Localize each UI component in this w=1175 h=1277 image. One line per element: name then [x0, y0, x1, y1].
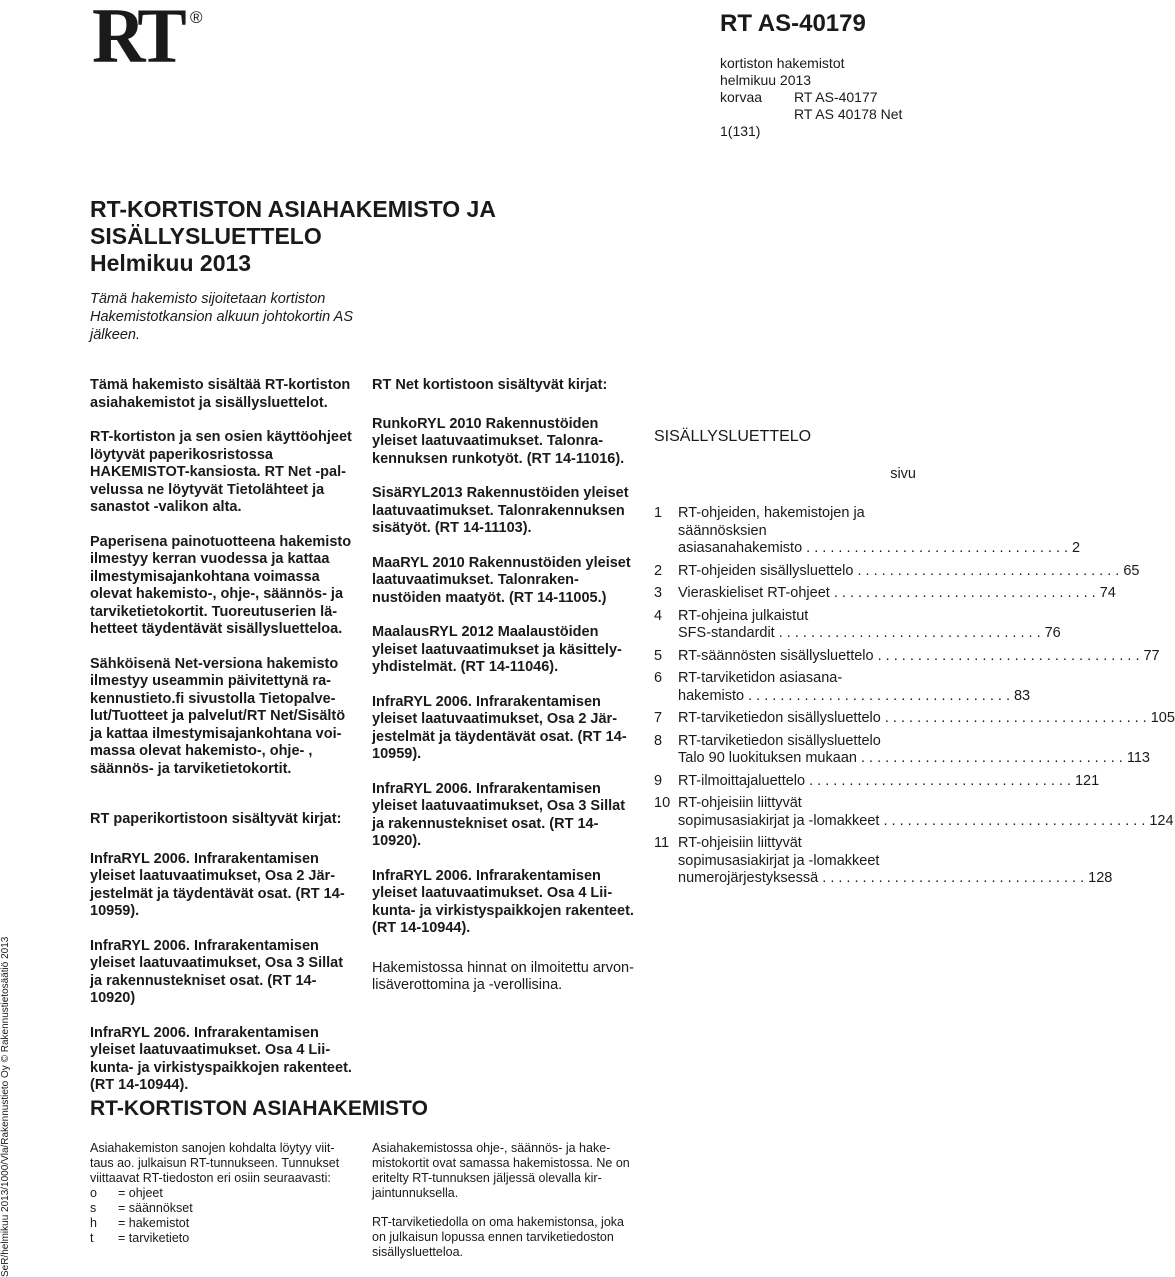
- column-2: [372, 377, 634, 1012]
- toc-entry-last-line: [678, 563, 1139, 581]
- toc-title: SISÄLLYSLUETTELO: [654, 428, 812, 445]
- col2-book-4: MaalausRYL 2012 Maalaustöiden yleiset laatuvaatimukset ja käsittelyyhdistelmät. (RT 14-11046).: [372, 624, 622, 675]
- legend-key: t: [90, 1231, 94, 1245]
- legend-list: [90, 1186, 345, 1246]
- toc-page-number: 65: [1123, 562, 1140, 579]
- toc-entry-text: numerojärjestyksessä . . .: [678, 870, 1084, 888]
- toc-entry-line: sopimusasiakirjat ja -lomakkeet: [678, 852, 880, 869]
- meta-line-2: helmikuu 2013: [720, 72, 812, 88]
- toc-page-number: 128: [1088, 870, 1113, 886]
- col2-book-3: MaaRYL 2010 Rakennustöiden yleiset laatuvaatimukset. Talonrakennustöiden maatyöt. (RT 14-11005.): [372, 554, 631, 606]
- section2-paragraph-2: RT-tarviketiedolla on oma hakemistonsa, joka on julkaisun lopussa ennen tarviketiedoston sisällysluetteloa.: [372, 1215, 624, 1259]
- legend-value: = säännökset: [118, 1201, 193, 1215]
- toc-entry-last-line: [678, 870, 1112, 888]
- toc-entry-text: sopimusasiakirjat ja -lomakkeet . . .: [678, 813, 1145, 831]
- toc-number: 6: [654, 670, 663, 686]
- col2-book-2: SisäRYL2013 Rakennustöiden yleiset laatuvaatimukset. Talonrakennuksen sisätyöt. (RT 14-11103).: [372, 485, 629, 536]
- toc-entry-last-line: [678, 813, 1174, 831]
- page-title: [90, 196, 496, 277]
- toc-entry-text: Vieraskieliset RT-ohjeet . . .: [678, 585, 1096, 603]
- toc-entry-line: RT-ohjeisiin liittyvät: [678, 835, 802, 851]
- toc-entry-last-line: [678, 625, 1061, 643]
- toc-entry-last-line: [678, 773, 1099, 791]
- col1-paragraph-3: Paperisena painotuotteena hakemisto ilmestyy kerran vuodessa ja kattaa ilmestymisajankohtana voimassa olevat hakemisto-, ohje-, säännös- ja tarviketietokortit. Tuoreutuserien lähetteet täydentävät sisällysluetteloa.: [90, 533, 352, 637]
- toc-entry-text: asiasanahakemisto . . .: [678, 540, 1068, 558]
- col1-heading: RT paperikortistoon sisältyvät kirjat:: [90, 811, 342, 827]
- toc-page-number: 74: [1099, 585, 1116, 601]
- toc-entry-line: RT-tarviketiedon sisällysluettelo: [678, 732, 881, 749]
- toc-page-number: 105: [1150, 710, 1175, 726]
- toc-entry-last-line: [678, 540, 1080, 558]
- toc-entry-line: RT-ohjeisiin liittyvät: [678, 795, 802, 811]
- title-line-2: SISÄLLYSLUETTELO: [90, 223, 322, 249]
- replaces-row: [720, 89, 960, 106]
- col1-paragraph-4: Sähköisenä Net-versiona hakemisto ilmestyy useammin päivitettynä rakennustieto.fi sivustolla Tietopalvelut/Tuotteet ja palvelut/RT Net/Sisältö ja kattaa ilmestymisajankohtana voimassa olevat hakemisto-, ohje- , säännös- ja tarviketietokortit.: [90, 655, 346, 777]
- toc-item: [654, 670, 1031, 705]
- toc-entry-text: Talo 90 luokituksen mukaan . . .: [678, 750, 1123, 768]
- toc-entry: [678, 563, 1139, 581]
- legend-value: = tarviketieto: [118, 1231, 190, 1245]
- section2-right: [372, 1141, 634, 1274]
- toc-entry: [678, 835, 1112, 888]
- col2-book-6: InfraRYL 2006. Infrarakentamisen yleiset laatuvaatimukset, Osa 3 Sillat ja rakennustekniset osat. (RT 14-10920).: [372, 780, 626, 849]
- section2-left: [90, 1141, 345, 1246]
- legend-key: s: [90, 1201, 97, 1215]
- toc-page-number: 121: [1074, 772, 1100, 789]
- toc-number: 4: [654, 607, 663, 624]
- toc-entry-last-line: [678, 710, 1175, 728]
- toc-page-number: 77: [1143, 647, 1160, 664]
- toc-entry: [678, 733, 1150, 768]
- col1-paragraph-2: RT-kortiston ja sen osien käyttöohjeet löytyvät paperikosristossa HAKEMISTOT-kansiosta. RT Net -palvelussa ne löytyvät Tietolähteet ja sanastot -valikon alta.: [90, 429, 352, 515]
- toc-entry-line: RT-tarviketidon asiasana-: [678, 670, 843, 686]
- intro-text: Tämä hakemisto sijoitetaan kortiston Hakemistotkansion alkuun johtokortin AS jälkeen.: [90, 291, 354, 343]
- toc-list: [654, 505, 1175, 888]
- page-number: 1(131): [720, 123, 761, 139]
- col2-heading: RT Net kortistoon sisältyvät kirjat:: [372, 377, 608, 393]
- toc-entry-text: RT-säännösten sisällysluettelo . . .: [678, 648, 1139, 666]
- col2-price-note: Hakemistossa hinnat on ilmoitettu arvonlisäverottomina ja -verollisina.: [372, 959, 634, 993]
- toc-entry: [678, 585, 1116, 603]
- title-line-3: Helmikuu 2013: [90, 250, 252, 276]
- toc-item: [654, 607, 1061, 643]
- legend-key: h: [90, 1216, 97, 1230]
- toc-item: [654, 795, 1174, 830]
- toc-entry-text: RT-ilmoittajaluettelo . . .: [678, 773, 1071, 791]
- section2-paragraph-1: Asiahakemistossa ohje-, säännös- ja hakemistokortit ovat samassa hakemistossa. Ne on eritelty RT-tunnuksen jäljessä olevalla kirjaintunnuksella.: [372, 1141, 630, 1200]
- col1-book-3: InfraRYL 2006. Infrarakentamisen yleiset laatuvaatimukset. Osa 4 Liikunta- ja virkistyspaikkojen rakenteet. (RT 14-10944).: [90, 1024, 352, 1093]
- legend-row: [90, 1231, 345, 1246]
- toc-entry-last-line: [678, 585, 1116, 603]
- toc-number: 3: [654, 585, 663, 601]
- legend-row: [90, 1216, 345, 1231]
- legend-value: = ohjeet: [118, 1186, 163, 1200]
- toc-entry: [678, 795, 1174, 830]
- toc-page-number: 2: [1072, 540, 1081, 556]
- replaces-label: korvaa: [720, 89, 763, 105]
- legend-row: [90, 1186, 345, 1201]
- toc-number: 10: [654, 795, 671, 811]
- toc-item: [654, 710, 1175, 728]
- col1-book-2: InfraRYL 2006. Infrarakentamisen yleiset laatuvaatimukset, Osa 3 Sillat ja rakennustekniset osat. (RT 14-10920): [90, 937, 344, 1006]
- toc-page-number: 76: [1044, 625, 1061, 641]
- toc-number: 8: [654, 732, 663, 749]
- toc-page-number: 83: [1013, 687, 1031, 704]
- toc-item: [654, 835, 1113, 888]
- section2-intro: Asiahakemiston sanojen kohdalta löytyy viittaus ao. julkaisun RT-tunnukseen. Tunnukset viittaavat RT-tiedoston eri osiin seuraavasti:: [90, 1141, 340, 1185]
- toc-item: [654, 562, 1140, 581]
- side-copyright: SeR/helmikuu 2013/1000/Vla/Rakennustieto Oy © Rakennustietosäätiö 2013: [0, 936, 11, 1277]
- toc-number: 5: [654, 647, 663, 664]
- toc-item: [654, 585, 1116, 603]
- col2-book-5: InfraRYL 2006. Infrarakentamisen yleiset laatuvaatimukset, Osa 2 Järjestelmät ja täydentävät osat. (RT 14-10959).: [372, 693, 627, 762]
- toc-number: 7: [654, 710, 663, 726]
- toc-page-label: sivu: [890, 465, 916, 482]
- toc-item: [654, 647, 1160, 666]
- meta-line-1: kortiston hakemistot: [720, 55, 845, 71]
- legend-key: o: [90, 1186, 97, 1200]
- toc-item: [654, 772, 1100, 791]
- toc-entry-text: RT-ohjeiden sisällysluettelo . . .: [678, 563, 1119, 581]
- toc-entry-line: säännösksien: [678, 522, 767, 539]
- toc-entry-last-line: [678, 688, 1030, 706]
- rt-logo: [92, 0, 202, 79]
- document-id: RT AS-40179: [720, 10, 866, 37]
- toc-entry-text: RT-tarviketiedon sisällysluettelo . . .: [678, 710, 1147, 728]
- toc-number: 2: [654, 562, 663, 579]
- toc-number: 11: [654, 835, 670, 851]
- toc-entry: [678, 670, 1030, 705]
- registered-mark: ®: [190, 8, 203, 27]
- title-line-1: RT-KORTISTON ASIAHAKEMISTO JA: [90, 196, 496, 222]
- toc-entry: [678, 608, 1061, 643]
- replaces-row-2: [720, 106, 960, 123]
- col2-book-1: RunkoRYL 2010 Rakennustöiden yleiset laatuvaatimukset. Talonrakennuksen runkotyöt. (RT 14-11016).: [372, 415, 625, 467]
- toc-entry-text: hakemisto . . .: [678, 688, 1010, 706]
- col1-book-1: InfraRYL 2006. Infrarakentamisen yleiset laatuvaatimukset, Osa 2 Järjestelmät ja täydentävät osat. (RT 14-10959).: [90, 850, 345, 919]
- header-meta: [720, 55, 960, 140]
- logo-text: RT: [92, 0, 181, 79]
- toc-entry-last-line: [678, 750, 1150, 768]
- col2-book-7: InfraRYL 2006. Infrarakentamisen yleiset laatuvaatimukset. Osa 4 Liikunta- ja virkistyspaikkojen rakenteet. (RT 14-10944).: [372, 867, 634, 936]
- legend-value: = hakemistot: [118, 1216, 190, 1230]
- toc-entry-last-line: [678, 648, 1160, 666]
- toc-number: 1: [654, 505, 663, 521]
- column-1: [90, 377, 355, 1112]
- toc-number: 9: [654, 772, 663, 789]
- replaces-1: RT AS-40177: [794, 89, 878, 105]
- col1-paragraph-1: Tämä hakemisto sisältää RT-kortiston asiahakemistot ja sisällysluettelot.: [90, 377, 351, 411]
- table-of-contents: [654, 428, 1175, 893]
- toc-entry-line: RT-ohjeina julkaistut: [678, 607, 809, 624]
- toc-page-number: 113: [1126, 750, 1150, 766]
- legend-row: [90, 1201, 345, 1216]
- toc-item: [654, 732, 1150, 768]
- toc-entry-line: RT-ohjeiden, hakemistojen ja: [678, 505, 865, 521]
- toc-page-number: 124: [1149, 812, 1174, 829]
- toc-entry: [678, 773, 1099, 791]
- replaces-2: RT AS 40178 Net: [794, 106, 903, 122]
- section-title: RT-KORTISTON ASIAHAKEMISTO: [90, 1097, 428, 1120]
- toc-entry: [678, 710, 1175, 728]
- toc-entry: [678, 648, 1160, 666]
- toc-entry-text: SFS-standardit . . .: [678, 625, 1041, 643]
- toc-item: [654, 505, 1081, 558]
- toc-entry: [678, 505, 1080, 558]
